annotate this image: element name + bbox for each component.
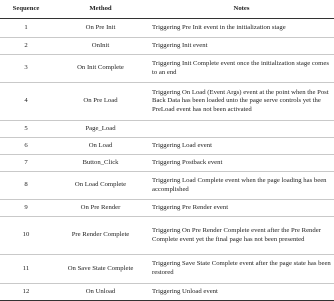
cell-notes: Triggering On Load (Event Args) event at the point when the Post Back Data has been loaded unto the page serve controls yet the PreLoad event has not been activated — [149, 83, 334, 121]
cell-method: On Load Complete — [52, 172, 149, 200]
cell-method: OnInit — [52, 38, 149, 55]
cell-notes: Triggering Save State Complete event after the page state has been restored — [149, 255, 334, 284]
table-row — [0, 284, 334, 301]
header-method: Method — [52, 0, 149, 19]
cell-notes: Triggering Pre Init event in the initialization stage — [149, 19, 334, 38]
cell-notes: Triggering Pre Render event — [149, 200, 334, 217]
cell-method: On Pre Render — [52, 200, 149, 217]
cell-sequence: 9 — [0, 200, 52, 217]
cell-method: Pre Render Complete — [52, 217, 149, 255]
cell-notes: Triggering Unload event — [149, 284, 334, 301]
cell-sequence: 4 — [0, 83, 52, 121]
cell-notes: Triggering Load event — [149, 138, 334, 155]
table-row — [0, 217, 334, 255]
header-notes: Notes — [149, 0, 334, 19]
table-row — [0, 255, 334, 284]
cell-notes: Triggering Postback event — [149, 155, 334, 172]
cell-sequence: 11 — [0, 255, 52, 284]
cell-sequence: 5 — [0, 121, 52, 138]
cell-sequence: 7 — [0, 155, 52, 172]
cell-sequence: 3 — [0, 55, 52, 83]
cell-method: On Load — [52, 138, 149, 155]
cell-method: Page_Load — [52, 121, 149, 138]
cell-method: On Pre Load — [52, 83, 149, 121]
cell-sequence: 8 — [0, 172, 52, 200]
cell-method: On Pre Init — [52, 19, 149, 38]
cell-sequence: 6 — [0, 138, 52, 155]
table-row — [0, 55, 334, 83]
table-row — [0, 38, 334, 55]
cell-sequence: 12 — [0, 284, 52, 301]
cell-notes: Triggering On Pre Render Complete event after the Pre Render Complete event yet the final page has not been presented — [149, 217, 334, 255]
cell-method: Button_Click — [52, 155, 149, 172]
table-row — [0, 155, 334, 172]
cell-method: On Unload — [52, 284, 149, 301]
table-header-row — [0, 0, 334, 19]
cell-notes — [149, 121, 334, 138]
cell-sequence: 1 — [0, 19, 52, 38]
cell-notes: Triggering Init Complete event once the initialization stage comes to an end — [149, 55, 334, 83]
cell-sequence: 2 — [0, 38, 52, 55]
cell-sequence: 10 — [0, 217, 52, 255]
header-sequence: Sequence — [0, 0, 52, 19]
table-row — [0, 83, 334, 121]
cell-notes: Triggering Load Complete event when the page loading has been accomplished — [149, 172, 334, 200]
cell-notes: Triggering Init event — [149, 38, 334, 55]
cell-method: On Save State Complete — [52, 255, 149, 284]
table-row — [0, 172, 334, 200]
table-row — [0, 19, 334, 38]
cell-method: On Init Complete — [52, 55, 149, 83]
table-row — [0, 138, 334, 155]
table-row — [0, 200, 334, 217]
table-row — [0, 121, 334, 138]
